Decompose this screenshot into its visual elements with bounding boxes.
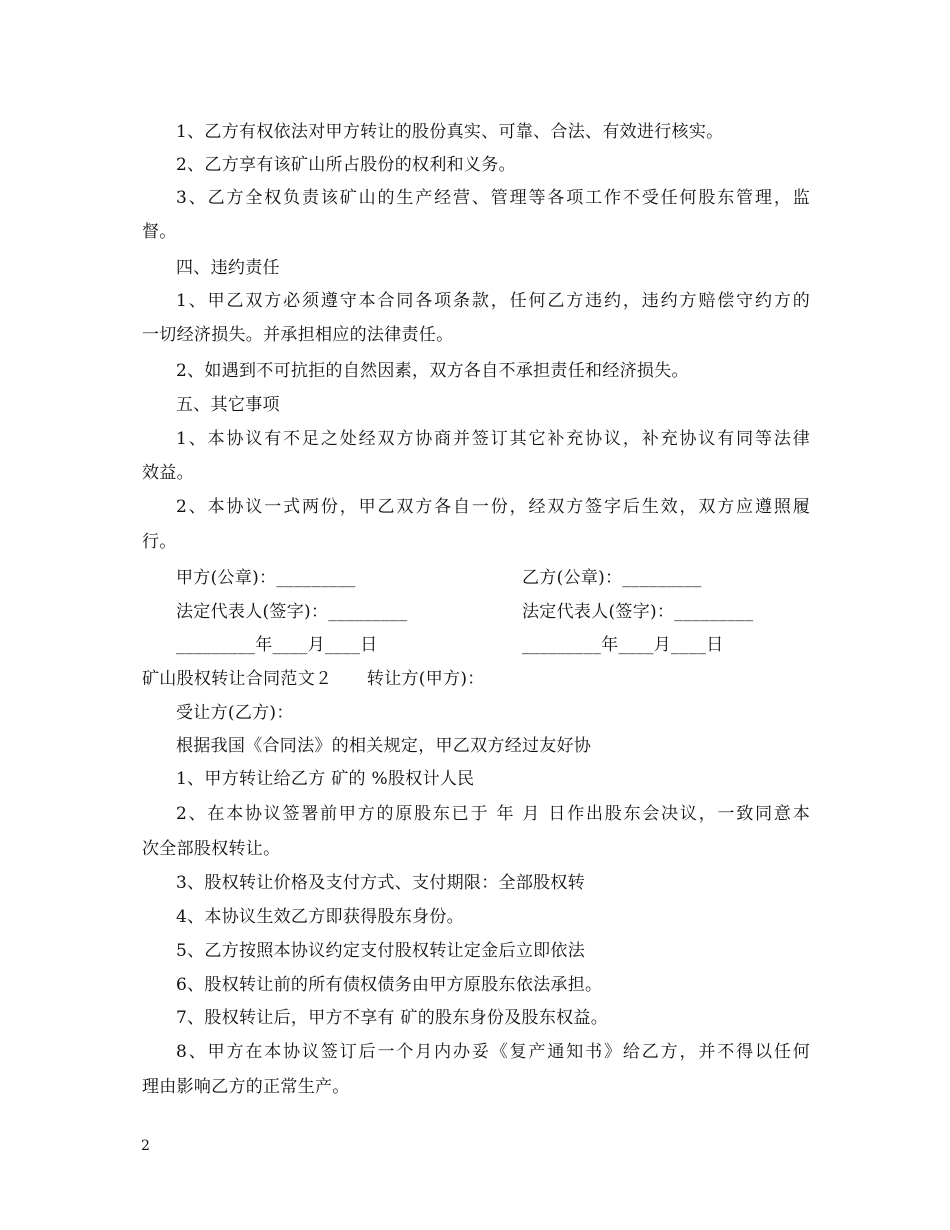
clause-text: 2、本协议一式两份，甲乙双方各自一份，经双方签字后生效，双方应遵照履: [176, 497, 810, 517]
clause-text: 督。: [142, 222, 177, 242]
clause-text: 3、乙方全权负责该矿山的生产经营、管理等各项工作不受任何股东管理，监: [176, 188, 810, 208]
party-b-seal: 乙方(公章)：_________: [522, 568, 702, 588]
clause-text: 8、甲方在本协议签订后一个月内办妥《复产通知书》给乙方，并不得以任何: [176, 1042, 810, 1062]
clause-text: 3、股权转让价格及支付方式、支付期限：全部股权转: [176, 873, 586, 893]
clause-text: 4、本协议生效乙方即获得股东身份。: [176, 907, 464, 927]
section-heading: 四、违约责任: [176, 258, 280, 278]
page-number: 2: [141, 1138, 150, 1154]
clause-text: 一切经济损失。并承担相应的法律责任。: [142, 325, 454, 345]
section-heading: 五、其它事项: [176, 395, 280, 415]
clause-text: 1、乙方有权依法对甲方转让的股份真实、可靠、合法、有效进行核实。: [176, 122, 724, 142]
clause-text: 效益。: [142, 463, 194, 483]
transferee-line: 受让方(乙方)：: [176, 703, 294, 723]
clause-text: 7、股权转让后，甲方不享有 矿的股东身份及股东权益。: [176, 1008, 609, 1028]
clause-text: 2、乙方享有该矿山所占股份的权利和义务。: [176, 155, 516, 175]
clause-text: 6、股权转让前的所有债权债务由甲方原股东依法承担。: [176, 975, 603, 995]
party-a-representative: 法定代表人(签字)：_________: [176, 602, 408, 622]
party-b-date: _________年____月____日: [522, 635, 724, 655]
clause-text: 行。: [142, 532, 177, 552]
clause-text: 次全部股权转让。: [142, 839, 281, 859]
party-b-representative: 法定代表人(签字)：_________: [522, 602, 754, 622]
contract2-title: 矿山股权转让合同范文２ 转让方(甲方)：: [142, 669, 485, 689]
intro-line: 根据我国《合同法》的相关规定，甲乙双方经过友好协: [176, 736, 592, 756]
clause-text: 2、在本协议签署前甲方的原股东已于 年 月 日作出股东会决议，一致同意本: [176, 804, 810, 824]
clause-text: 5、乙方按照本协议约定支付股权转让定金后立即依法: [176, 941, 586, 961]
clause-text: 2、如遇到不可抗拒的自然因素，双方各自不承担责任和经济损失。: [176, 361, 689, 381]
party-a-date: _________年____月____日: [176, 635, 378, 655]
party-a-seal: 甲方(公章)：_________: [176, 568, 356, 588]
clause-text: 1、本协议有不足之处经双方协商并签订其它补充协议，补充协议有同等法律: [176, 429, 810, 449]
clause-text: 理由影响乙方的正常生产。: [142, 1077, 350, 1097]
clause-text: 1、甲方转让给乙方 矿的 %股权计人民: [176, 769, 475, 789]
clause-text: 1、甲乙双方必须遵守本合同各项条款，任何乙方违约，违约方赔偿守约方的: [176, 291, 810, 311]
